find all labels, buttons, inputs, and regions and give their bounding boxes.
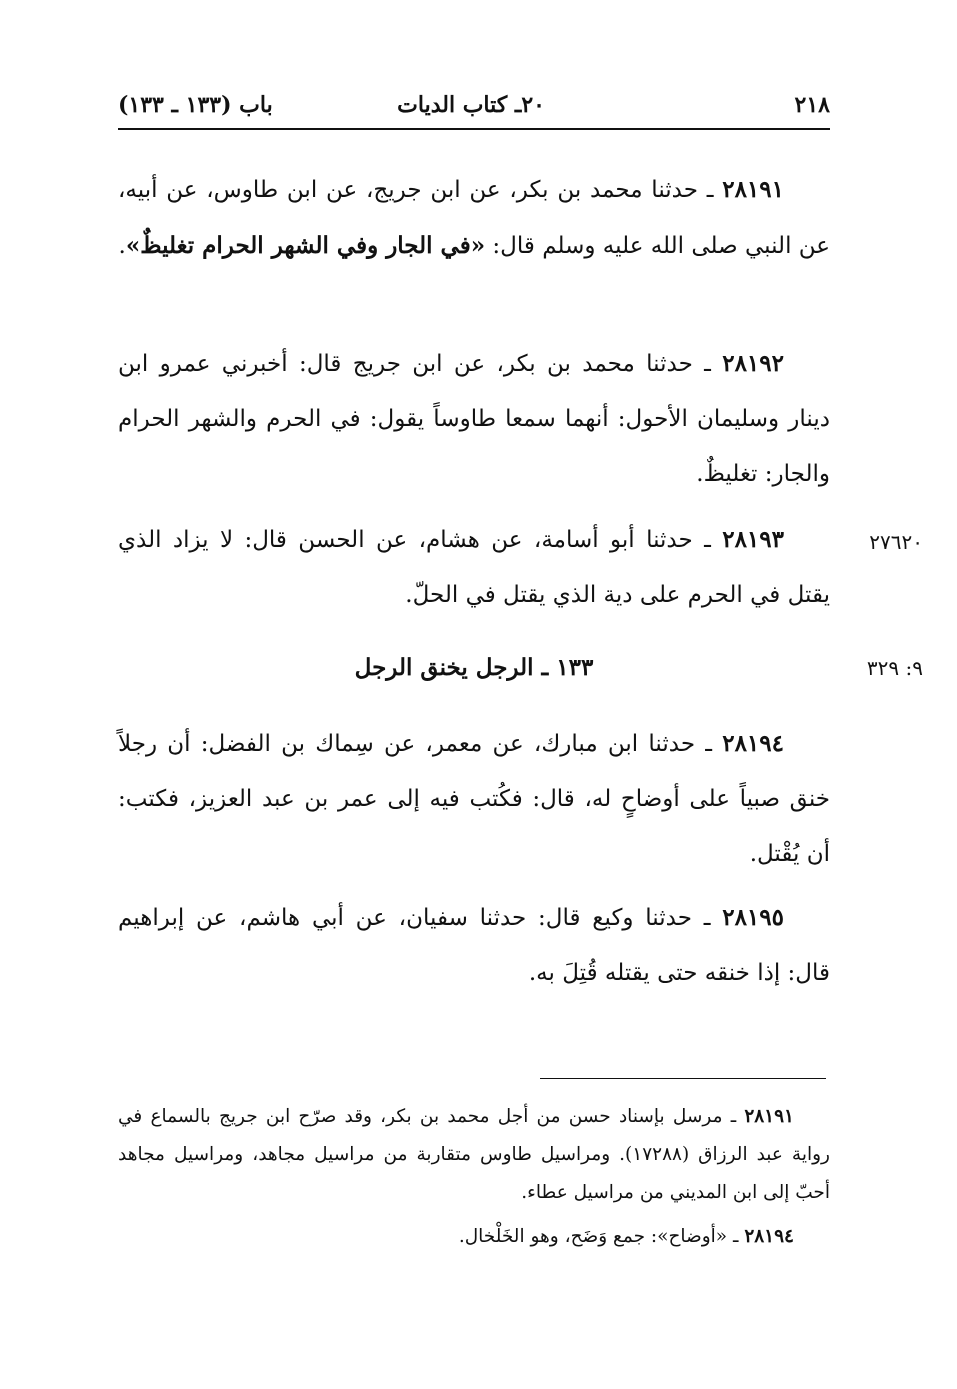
hadith-text: ـ حدثنا أبو أسامة، عن هشام، عن الحسن قال: لا يزاد الذي يقتل في الحرم على دية الذي يقتل في الحلّ. (118, 527, 830, 608)
hadith-entry-28195 (118, 890, 830, 1001)
hadith-number: ٢٨١٩٥ (722, 904, 784, 931)
hadith-number: ٢٨١٩١ (722, 176, 784, 203)
footnote-text: ـ «أوضاح»: جمع وَضَح، وهو الخَلْخال. (458, 1226, 745, 1247)
section-title: ١٣٣ ـ الرجل يخنق الرجل (354, 654, 594, 681)
footnote-28191 (118, 1098, 830, 1212)
hadith-number: ٢٨١٩٤ (722, 730, 784, 757)
footnote-number: ٢٨١٩٤ (744, 1226, 794, 1247)
running-head (118, 92, 830, 126)
header-rule (118, 128, 830, 130)
bab-range: باب (١٣٣ ـ ١٣٣) (118, 92, 273, 118)
footnote-rule (540, 1078, 826, 1079)
hadith-quote: «في الجار وفي الشهر الحرام تغليظٌ» (125, 232, 486, 259)
hadith-text: ـ حدثنا محمد بن بكر، عن ابن جريج قال: أخبرني عمرو ابن دينار وسليمان الأحول: أنهما سمعا طاوساً يقول: في الحرم والشهر الحرام والجار: تغليظٌ. (118, 351, 830, 487)
hadith-text: ـ حدثنا ابن مبارك، عن معمر، عن سِماك بن الفضل: أن رجلاً خنق صبياً على أوضاحٍ له، قال: فكُتب فيه إلى عمر بن عبد العزيز، فكتب: أن يُقْتل. (118, 731, 830, 867)
hadith-number: ٢٨١٩٢ (722, 350, 784, 377)
section-margin-reference: ٩: ٣٢٩ (866, 656, 923, 680)
hadith-text-end: . (118, 233, 126, 259)
hadith-entry-28191 (118, 162, 830, 274)
hadith-entry-28193 (118, 512, 830, 623)
hadith-entry-28192 (118, 336, 830, 502)
margin-reference: ٢٧٦٢٠ (869, 530, 923, 554)
footnote-number: ٢٨١٩١ (744, 1106, 794, 1127)
footnote-text: ـ مرسل بإسناد حسن من أجل محمد بن بكر، وقد صرّح ابن جريج بالسماع في رواية عبد الرزاق (١٧٢٨٨). ومراسيل طاوس متقاربة من مراسيل مجاهد، ومراسيل مجاهد أحبّ إلى ابن المديني من مراسيل عطاء. (118, 1106, 830, 1203)
hadith-number: ٢٨١٩٣ (722, 526, 784, 553)
footnotes (118, 1098, 830, 1262)
page-number: ٢١٨ (794, 92, 830, 118)
hadith-text: ـ حدثنا وكيع قال: حدثنا سفيان، عن أبي هاشم، عن إبراهيم قال: إذا خنقه حتى يقتله قُتِلَ به. (118, 905, 830, 986)
chapter-title: ٢٠ـ كتاب الديات (397, 92, 545, 118)
hadith-entry-28194 (118, 716, 830, 882)
hadith-text: ـ حدثنا محمد بن بكر، عن ابن جريج، عن ابن طاوس، عن أبيه، عن النبي صلى الله عليه وسلم قال: (118, 177, 830, 259)
footnote-28194 (118, 1218, 830, 1256)
